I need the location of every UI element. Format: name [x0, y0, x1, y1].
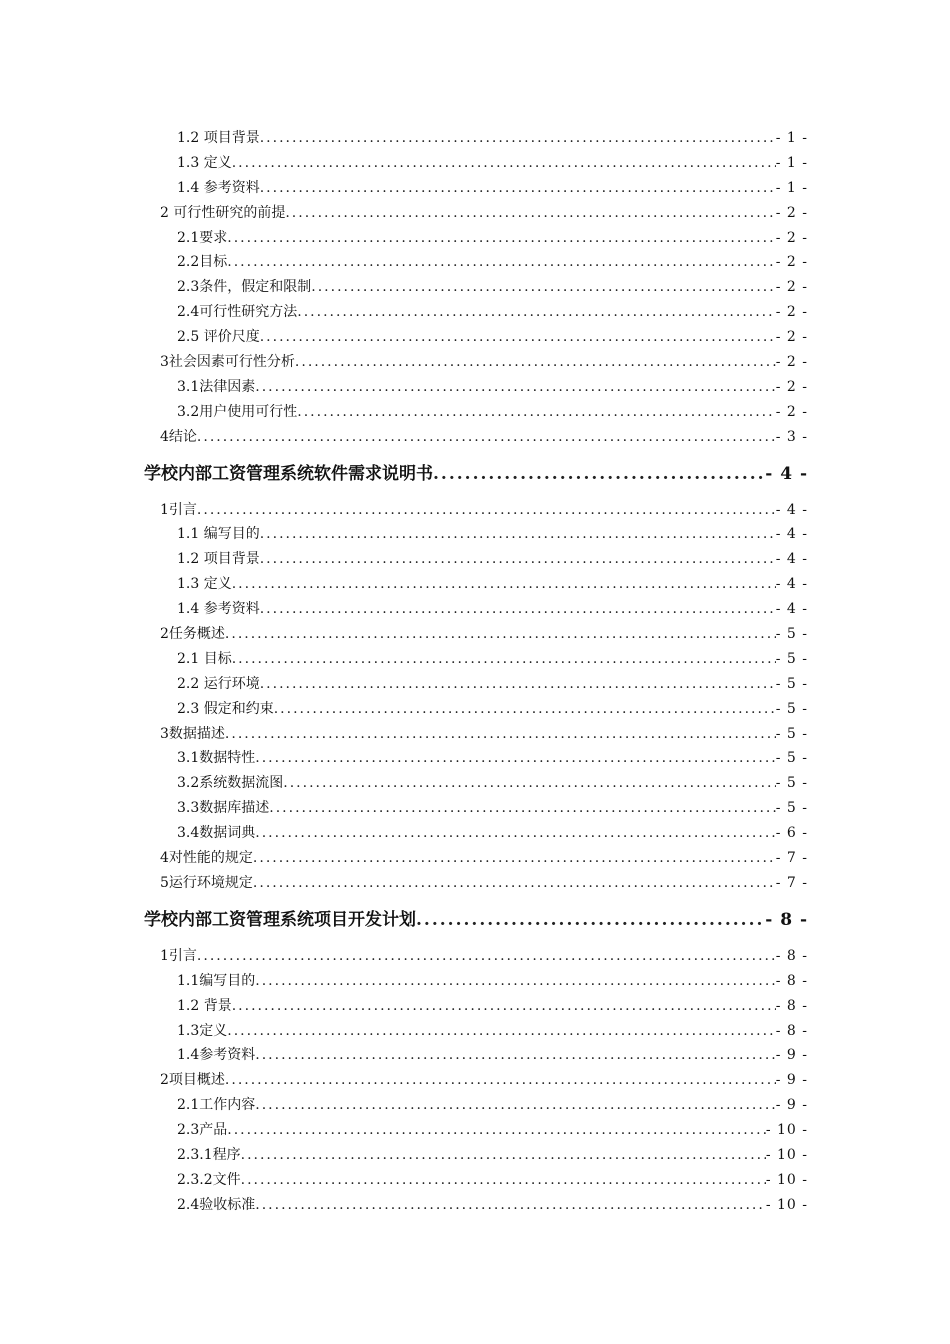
toc-page-number: - 5 - [775, 725, 808, 742]
toc-entry-label: 3社会因素可行性分析 [160, 354, 295, 371]
toc-page-number: - 2 - [775, 403, 808, 420]
toc-entry[interactable] [0, 821, 950, 846]
toc-heading[interactable] [0, 452, 950, 496]
toc-entry-label: 3.2用户使用可行性 [177, 403, 298, 420]
toc-entry-label: 2.3.1程序 [177, 1146, 241, 1163]
toc-page-number: - 4 - [775, 551, 808, 568]
toc-entry-label: 2 可行性研究的前提 [160, 204, 286, 221]
toc-page-number: - 6 - [775, 825, 808, 842]
toc-entry-label: 2.2 运行环境 [177, 675, 260, 692]
toc-page-number: - 8 - [765, 909, 808, 930]
toc-entry[interactable] [0, 597, 950, 622]
toc-entry[interactable] [0, 1168, 950, 1193]
toc-entry-label: 1.2 项目背景 [177, 130, 260, 146]
toc-page-number: - 2 - [775, 329, 808, 346]
toc-page-number: - 3 - [775, 428, 808, 445]
toc-leader-dots [232, 572, 776, 597]
toc-leader-dots [225, 1068, 776, 1093]
toc-leader-dots [269, 796, 775, 821]
toc-page-number: - 9 - [775, 1097, 808, 1114]
toc-page-number: - 5 - [775, 775, 808, 792]
toc-entry-label: 3.3数据库描述 [177, 800, 270, 817]
toc-page-number: - 2 - [775, 204, 808, 221]
toc-entry[interactable] [0, 176, 950, 201]
toc-entry-label: 1.2 项目背景 [177, 551, 260, 568]
toc-leader-dots [274, 697, 776, 722]
toc-leader-dots [260, 176, 776, 201]
toc-leader-dots [297, 400, 775, 425]
toc-entry-label: 1.2 背景 [177, 997, 232, 1014]
toc-page-number: - 8 - [775, 972, 808, 989]
toc-entry-label: 2.4验收标准 [177, 1196, 256, 1213]
toc-entry-label: 2.3产品 [177, 1122, 228, 1139]
toc-entry-label: 2.1要求 [177, 229, 228, 246]
toc-leader-dots [297, 300, 775, 325]
toc-page-number: - 4 - [775, 526, 808, 543]
toc-entry-label: 4结论 [160, 428, 197, 445]
toc-leader-dots [225, 622, 776, 647]
toc-entry-label: 2.2目标 [177, 254, 228, 271]
toc-entry[interactable] [0, 522, 950, 547]
toc-entry-label: 2.4可行性研究方法 [177, 304, 298, 321]
toc-entry-label: 3数据描述 [160, 725, 225, 742]
toc-entry[interactable] [0, 350, 950, 375]
toc-entry[interactable] [0, 1143, 950, 1168]
toc-page-number: - 2 - [775, 254, 808, 271]
toc-entry-label: 4对性能的规定 [160, 850, 253, 867]
toc-entry[interactable] [0, 969, 950, 994]
toc-entry[interactable] [0, 944, 950, 969]
toc-entry[interactable] [0, 425, 950, 450]
toc-entry[interactable] [0, 1068, 950, 1093]
toc-entry[interactable] [0, 871, 950, 896]
toc-page-number: - 8 - [775, 1022, 808, 1039]
toc-page-number: - 5 - [775, 650, 808, 667]
toc-leader-dots [255, 969, 775, 994]
toc-entry-label: 学校内部工资管理系统项目开发计划 [144, 909, 416, 930]
toc-entry[interactable] [0, 201, 950, 226]
toc-entry[interactable] [0, 994, 950, 1019]
toc-entry-label: 1引言 [160, 947, 197, 964]
toc-page-number: - 4 - [775, 501, 808, 518]
toc-leader-dots [255, 746, 775, 771]
toc-entry-label: 2.1 目标 [177, 650, 232, 667]
toc-page-number: - 10 - [765, 1122, 808, 1139]
toc-entry-label: 1.4 参考资料 [177, 179, 260, 196]
toc-entry-label: 2项目概述 [160, 1072, 225, 1089]
toc-entry[interactable] [0, 771, 950, 796]
toc-entry-label: 2.5 评价尺度 [177, 329, 260, 346]
toc-page-number: - 5 - [775, 675, 808, 692]
toc-page-number: - 2 - [775, 354, 808, 371]
toc-leader-dots [227, 1118, 766, 1143]
toc-leader-dots [285, 201, 775, 226]
toc-page-number: - 10 - [765, 1196, 808, 1213]
toc-page-number: - 5 - [775, 700, 808, 717]
toc-entry-label: 3.1法律因素 [177, 378, 256, 395]
toc-leader-dots [255, 1043, 775, 1068]
toc-page-number: - 10 - [765, 1171, 808, 1188]
toc-entry[interactable] [0, 746, 950, 771]
toc-leader-dots [227, 226, 775, 251]
toc-page-number: - 5 - [775, 800, 808, 817]
toc-entry-label: 1.3 定义 [177, 576, 232, 593]
toc-entry[interactable] [0, 622, 950, 647]
toc-leader-dots [255, 1093, 775, 1118]
toc-leader-dots [260, 522, 776, 547]
toc-entry[interactable] [0, 375, 950, 400]
toc-entry[interactable] [0, 1019, 950, 1044]
toc-entry-label: 3.2系统数据流图 [177, 775, 284, 792]
toc-leader-dots [253, 871, 776, 896]
toc-entry[interactable] [0, 572, 950, 597]
toc-leader-dots [232, 151, 776, 176]
toc-leader-dots [433, 452, 765, 496]
toc-leader-dots [283, 771, 775, 796]
toc-entry[interactable] [0, 226, 950, 251]
toc-entry[interactable] [0, 796, 950, 821]
toc-leader-dots [227, 1019, 775, 1044]
table-of-contents [0, 126, 950, 1218]
toc-entry[interactable] [0, 126, 950, 151]
toc-entry[interactable] [0, 697, 950, 722]
toc-entry[interactable] [0, 400, 950, 425]
toc-entry-label: 1.1编写目的 [177, 972, 256, 989]
toc-entry[interactable] [0, 300, 950, 325]
toc-leader-dots [295, 350, 776, 375]
toc-entry[interactable] [0, 1093, 950, 1118]
toc-page-number: - 1 - [775, 154, 808, 171]
toc-entry[interactable] [0, 1043, 950, 1068]
toc-leader-dots [255, 821, 775, 846]
toc-entry-label: 2.3 假定和约束 [177, 700, 274, 717]
toc-entry-label: 1.3 定义 [177, 154, 232, 171]
toc-page-number: - 7 - [775, 850, 808, 867]
toc-leader-dots [260, 597, 776, 622]
toc-page-number: - 7 - [775, 874, 808, 891]
toc-entry-label: 学校内部工资管理系统软件需求说明书 [144, 463, 433, 484]
toc-entry-label: 3.4数据词典 [177, 825, 256, 842]
toc-leader-dots [225, 722, 776, 747]
toc-page-number: - 1 - [775, 179, 808, 196]
toc-page-number: - 4 - [765, 463, 808, 484]
toc-page-number: - 4 - [775, 576, 808, 593]
toc-leader-dots [260, 547, 776, 572]
toc-leader-dots [241, 1168, 766, 1193]
toc-entry[interactable] [0, 275, 950, 300]
toc-page-number: - 9 - [775, 1047, 808, 1064]
toc-entry[interactable] [0, 846, 950, 871]
toc-entry[interactable] [0, 498, 950, 523]
toc-heading[interactable] [0, 898, 950, 942]
toc-entry[interactable] [0, 547, 950, 572]
toc-page-number: - 5 - [775, 750, 808, 767]
toc-leader-dots [260, 126, 776, 151]
toc-page-number: - 8 - [775, 947, 808, 964]
toc-page-number: - 9 - [775, 1072, 808, 1089]
toc-leader-dots [260, 672, 776, 697]
toc-leader-dots [255, 1193, 766, 1218]
toc-leader-dots [197, 944, 776, 969]
toc-leader-dots [232, 647, 776, 672]
toc-page-number: - 2 - [775, 279, 808, 296]
toc-page-number: - 2 - [775, 229, 808, 246]
toc-page-number: - 2 - [775, 378, 808, 395]
toc-entry-label: 2任务概述 [160, 626, 225, 643]
toc-entry-label: 2.3.2文件 [177, 1171, 241, 1188]
toc-entry[interactable] [0, 672, 950, 697]
toc-entry[interactable] [0, 1193, 950, 1218]
toc-leader-dots [197, 425, 776, 450]
toc-entry[interactable] [0, 722, 950, 747]
toc-entry[interactable] [0, 647, 950, 672]
toc-entry-label: 5运行环境规定 [160, 874, 253, 891]
toc-entry-label: 1.4 参考资料 [177, 601, 260, 618]
toc-leader-dots [232, 994, 776, 1019]
toc-entry-label: 1引言 [160, 501, 197, 518]
toc-page-number: - 4 - [775, 601, 808, 618]
toc-entry[interactable] [0, 1118, 950, 1143]
toc-page-number: - 5 - [775, 626, 808, 643]
toc-leader-dots [197, 498, 776, 523]
toc-leader-dots [253, 846, 776, 871]
toc-leader-dots [260, 325, 776, 350]
toc-leader-dots [227, 250, 775, 275]
toc-entry[interactable] [0, 325, 950, 350]
toc-entry-label: 2.3条件，假定和限制 [177, 279, 312, 296]
toc-page-number: - 1 - [775, 130, 808, 146]
toc-page-number: - 8 - [775, 997, 808, 1014]
toc-entry-label: 1.3定义 [177, 1022, 228, 1039]
toc-leader-dots [416, 898, 765, 942]
toc-entry[interactable] [0, 151, 950, 176]
toc-page-number: - 10 - [765, 1146, 808, 1163]
toc-entry-label: 2.1工作内容 [177, 1097, 256, 1114]
toc-leader-dots [241, 1143, 766, 1168]
toc-entry-label: 1.1 编写目的 [177, 526, 260, 543]
toc-entry[interactable] [0, 250, 950, 275]
toc-leader-dots [255, 375, 775, 400]
toc-leader-dots [311, 275, 775, 300]
toc-entry-label: 3.1数据特性 [177, 750, 256, 767]
toc-page-number: - 2 - [775, 304, 808, 321]
toc-entry-label: 1.4参考资料 [177, 1047, 256, 1064]
